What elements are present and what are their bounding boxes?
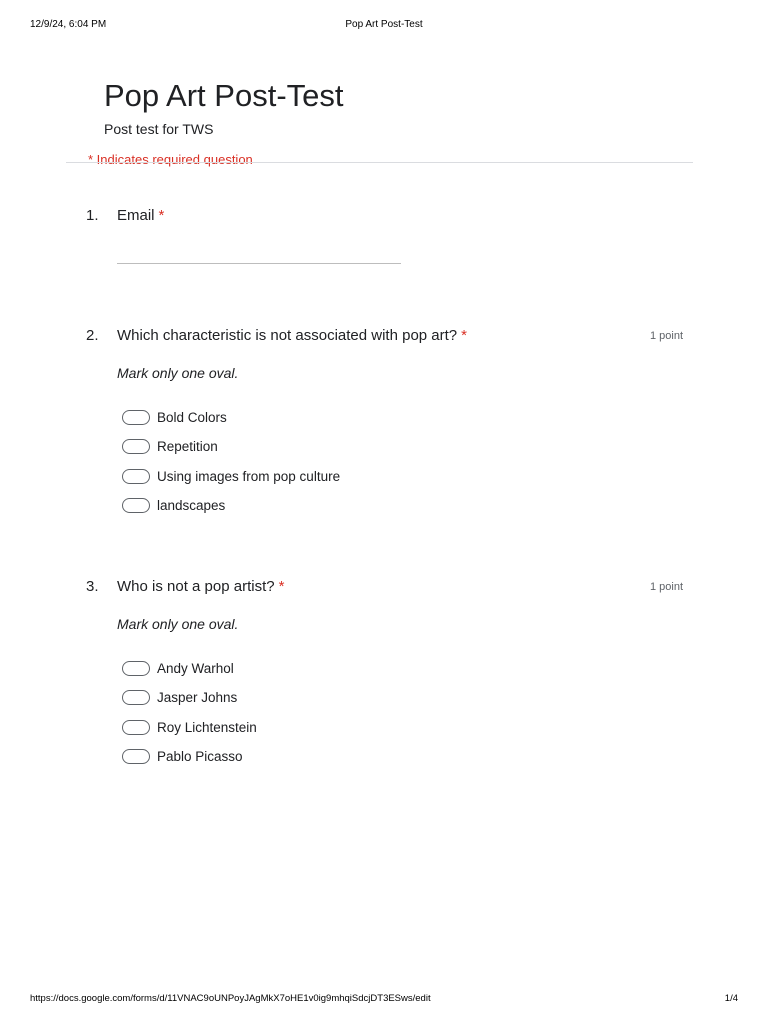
- question-number: 2.: [86, 327, 99, 344]
- options-list: [122, 654, 257, 771]
- question-2: [86, 327, 686, 527]
- option-jasper-johns[interactable]: [122, 683, 257, 712]
- radio-oval[interactable]: [122, 720, 150, 735]
- points-label: 1 point: [649, 581, 683, 593]
- radio-oval[interactable]: [122, 690, 150, 705]
- form-title: Pop Art Post-Test: [104, 78, 344, 113]
- option-label: Andy Warhol: [157, 661, 234, 677]
- option-bold-colors[interactable]: [122, 403, 340, 432]
- instruction-text: Mark only one oval.: [117, 365, 239, 381]
- question-number: 1.: [86, 207, 99, 224]
- header-divider: [66, 162, 693, 163]
- option-label: landscapes: [157, 498, 226, 514]
- page-number: 1/4: [724, 993, 738, 1004]
- question-title-text: Email: [117, 207, 155, 224]
- email-input[interactable]: [117, 263, 401, 264]
- option-repetition[interactable]: [122, 432, 340, 461]
- option-label: Roy Lichtenstein: [157, 719, 257, 735]
- option-label: Using images from pop culture: [157, 468, 341, 484]
- required-asterisk: *: [158, 207, 165, 224]
- option-andy-warhol[interactable]: [122, 654, 257, 683]
- option-label: Jasper Johns: [157, 690, 238, 706]
- page-url[interactable]: https://docs.google.com/forms/d/11VNAC9oUNPoyJAgMkX7oHE1v0ig9mhqiSdcjDT3ESws/edit: [30, 993, 431, 1004]
- instruction-text: Mark only one oval.: [117, 616, 239, 632]
- option-label: Bold Colors: [157, 410, 227, 426]
- question-title-text: Who is not a pop artist?: [117, 578, 275, 595]
- option-label: Repetition: [157, 439, 218, 455]
- option-landscapes[interactable]: [122, 491, 340, 520]
- question-number: 3.: [86, 578, 99, 595]
- print-footer: [30, 993, 738, 1007]
- radio-oval[interactable]: [122, 661, 150, 676]
- option-pablo-picasso[interactable]: [122, 742, 257, 771]
- option-pop-culture-images[interactable]: [122, 462, 340, 491]
- question-3: [86, 578, 686, 778]
- form-description: Post test for TWS: [104, 121, 214, 137]
- print-datetime: 12/9/24, 6:04 PM: [30, 19, 107, 30]
- required-asterisk: *: [461, 327, 467, 344]
- required-asterisk: *: [278, 578, 285, 595]
- question-title: [117, 207, 164, 224]
- question-title-text: Which characteristic is not associated with pop art?: [117, 327, 458, 344]
- question-email: [86, 207, 686, 277]
- print-page-title: Pop Art Post-Test: [345, 19, 423, 30]
- radio-oval[interactable]: [122, 469, 150, 484]
- radio-oval[interactable]: [122, 749, 150, 764]
- option-roy-lichtenstein[interactable]: [122, 713, 257, 742]
- question-title: [117, 327, 467, 344]
- print-header: [30, 19, 738, 33]
- radio-oval[interactable]: [122, 410, 150, 425]
- required-question-note: * Indicates required question: [88, 152, 253, 167]
- radio-oval[interactable]: [122, 498, 150, 513]
- options-list: [122, 403, 340, 520]
- option-label: Pablo Picasso: [157, 749, 243, 765]
- points-label: 1 point: [649, 330, 683, 342]
- radio-oval[interactable]: [122, 439, 150, 454]
- question-title: [117, 578, 284, 595]
